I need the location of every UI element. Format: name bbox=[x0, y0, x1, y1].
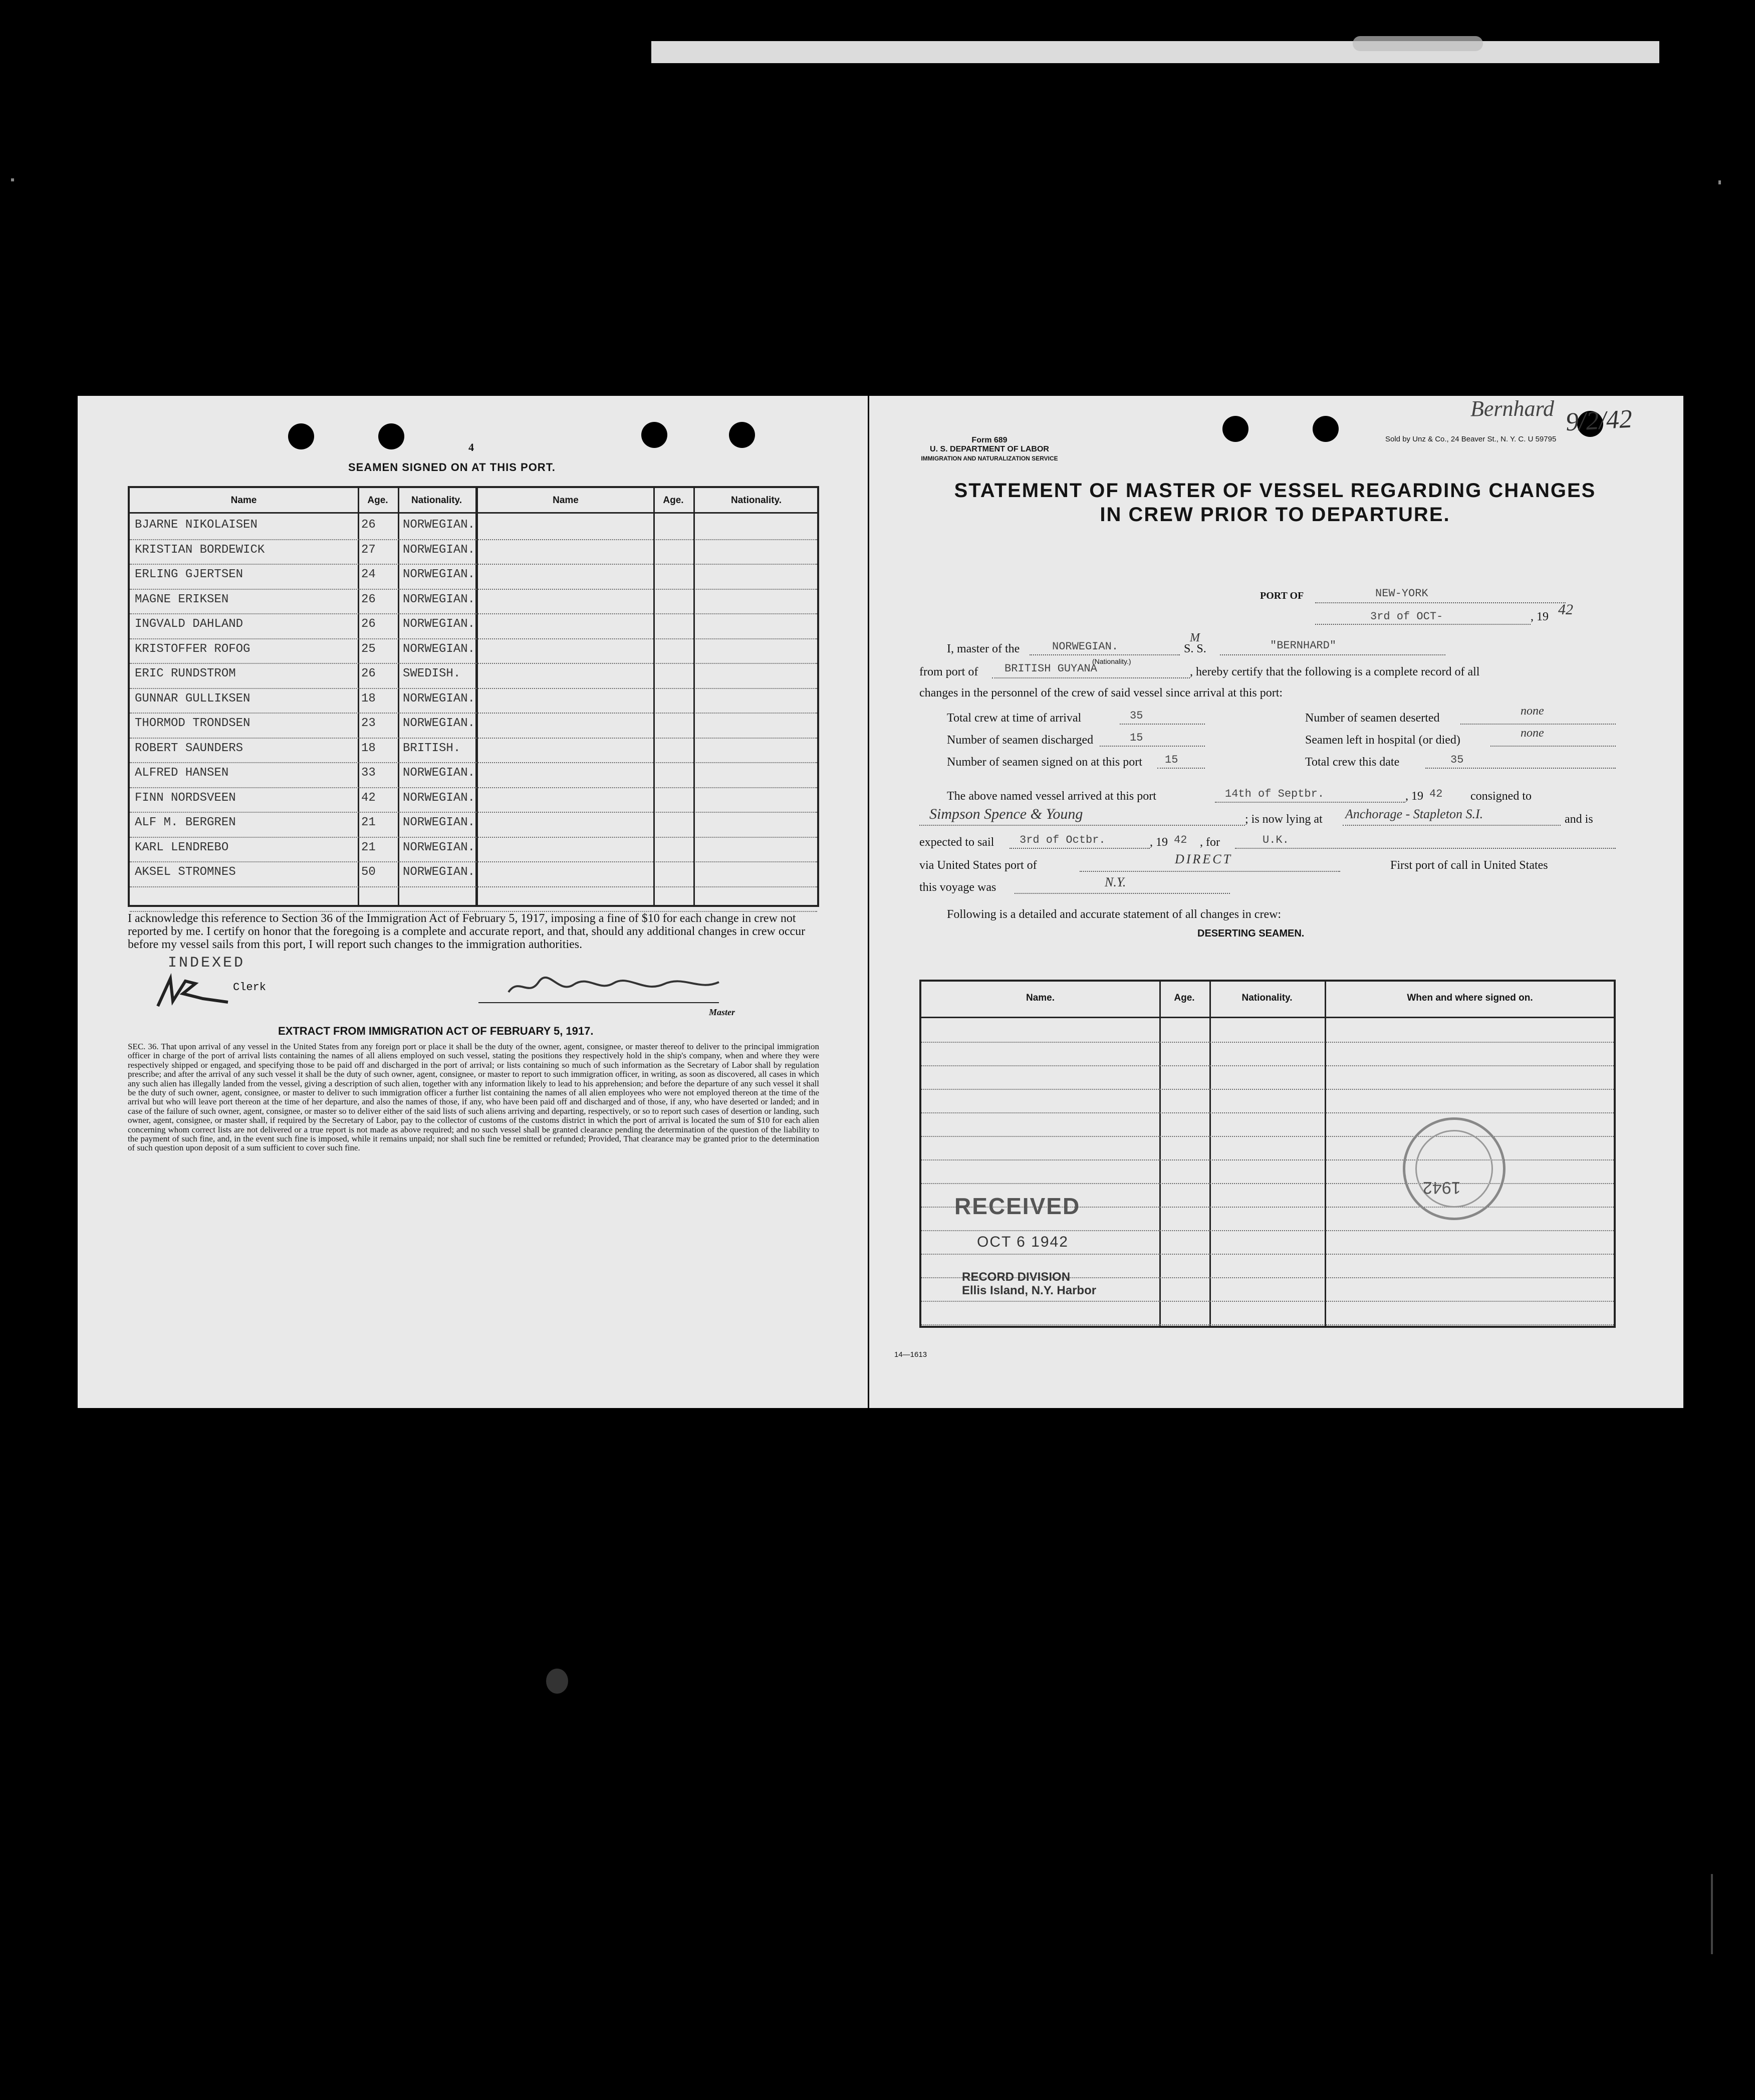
row-rule bbox=[921, 1136, 1614, 1137]
signed-on-table bbox=[128, 486, 819, 907]
and-is-text: and is bbox=[1565, 813, 1593, 826]
seaman-nationality: SWEDISH. bbox=[403, 667, 461, 680]
ship-type: S. S. bbox=[1184, 642, 1206, 655]
row-rule bbox=[921, 1159, 1614, 1161]
column-header-name: Name bbox=[553, 495, 579, 506]
seaman-age: 42 bbox=[361, 791, 376, 805]
total-crew-date-label: Total crew this date bbox=[1305, 756, 1400, 769]
clerk-label: Clerk bbox=[233, 981, 267, 994]
row-rule bbox=[130, 738, 817, 739]
from-port-label: from port of bbox=[919, 665, 978, 678]
port-of-label: PORT OF bbox=[1260, 590, 1304, 601]
report-date: 3rd of OCT- bbox=[1370, 610, 1443, 623]
title-line-2: IN CREW PRIOR TO DEPARTURE. bbox=[1100, 504, 1450, 526]
row-rule bbox=[921, 1089, 1614, 1090]
form-title bbox=[899, 479, 1651, 527]
total-crew-date-value: 35 bbox=[1450, 754, 1464, 766]
signed-on-title: SEAMEN SIGNED ON AT THIS PORT. bbox=[348, 461, 556, 474]
seaman-age: 24 bbox=[361, 568, 376, 581]
seaman-nationality: NORWEGIAN. bbox=[403, 568, 475, 581]
row-rule bbox=[921, 1230, 1614, 1232]
row-rule bbox=[130, 688, 817, 689]
total-crew-arrival-label: Total crew at time of arrival bbox=[947, 712, 1082, 725]
master-signature bbox=[504, 972, 724, 1002]
arrived-date: 14th of Septbr. bbox=[1225, 788, 1325, 800]
film-strip-smudge bbox=[1353, 36, 1483, 51]
column-header-signed-on: When and where signed on. bbox=[1407, 993, 1533, 1003]
clerk-initials bbox=[148, 971, 238, 1016]
seaman-age: 26 bbox=[361, 592, 376, 606]
column-header-age: Age. bbox=[663, 495, 684, 506]
signed-on-label: Number of seamen signed on at this port bbox=[947, 756, 1142, 769]
row-rule bbox=[130, 713, 817, 714]
row-rule bbox=[130, 787, 817, 789]
master-of-label: I, master of the bbox=[947, 642, 1020, 655]
seaman-nationality: NORWEGIAN. bbox=[403, 766, 475, 780]
film-speck bbox=[546, 1669, 568, 1694]
seaman-age: 25 bbox=[361, 642, 376, 656]
seaman-nationality: NORWEGIAN. bbox=[403, 816, 475, 829]
row-rule bbox=[921, 1324, 1614, 1326]
deserted-value: none bbox=[1521, 705, 1544, 718]
seaman-nationality: NORWEGIAN. bbox=[403, 543, 475, 557]
acknowledgement-text: I acknowledge this reference to Section 36 of the Immigration Act of February 5, 1917, imposing a fine of $10 for each change in crew not reported by me. I certify on honor that the foregoing is a complete and accurate report, and that, should any additional changes in crew occur before my vessel sails from this port, I will report such changes to the immigration authorities. bbox=[128, 912, 806, 951]
master-label: Master bbox=[709, 1007, 735, 1017]
seaman-name: FINN NORDSVEEN bbox=[135, 791, 236, 805]
column-header-nationality: Nationality. bbox=[411, 495, 462, 506]
row-rule bbox=[130, 861, 817, 863]
received-stamp: RECEIVED bbox=[954, 1193, 1081, 1219]
seal-year: 1942 bbox=[1423, 1178, 1461, 1197]
row-rule bbox=[921, 1301, 1614, 1302]
seaman-name: GUNNAR GULLIKSEN bbox=[135, 691, 250, 706]
seaman-age: 26 bbox=[361, 518, 376, 532]
seaman-nationality: NORWEGIAN. bbox=[403, 691, 475, 706]
hospital-label: Seamen left in hospital (or died) bbox=[1305, 734, 1460, 747]
received-stamp-date: OCT 6 1942 bbox=[977, 1234, 1069, 1250]
film-scratch bbox=[1711, 1874, 1713, 1954]
handwritten-date: 9/2/42 bbox=[1565, 404, 1633, 437]
seaman-age: 18 bbox=[361, 691, 376, 706]
seaman-name: ALFRED HANSEN bbox=[135, 766, 229, 780]
punch-hole bbox=[641, 422, 667, 448]
seaman-nationality: NORWEGIAN. bbox=[403, 717, 475, 730]
via-text: via United States port of bbox=[919, 859, 1037, 872]
handwritten-vessel-name: Bernhard bbox=[1470, 396, 1555, 421]
extract-title: EXTRACT FROM IMMIGRATION ACT OF FEBRUARY 5, 1917. bbox=[278, 1025, 594, 1037]
nationality-caption: (Nationality.) bbox=[1092, 657, 1131, 665]
column-header-nationality: Nationality. bbox=[731, 495, 782, 506]
seaman-name: MAGNE ERIKSEN bbox=[135, 592, 229, 606]
film-speck bbox=[11, 178, 14, 181]
service-line: IMMIGRATION AND NATURALIZATION SERVICE bbox=[921, 455, 1058, 462]
nationality-value: NORWEGIAN. bbox=[1052, 640, 1119, 653]
row-rule bbox=[130, 663, 817, 664]
film-speck bbox=[1718, 180, 1721, 184]
ship-type-handwritten: M bbox=[1190, 631, 1200, 644]
discharged-value: 15 bbox=[1130, 732, 1143, 744]
row-rule bbox=[921, 1042, 1614, 1043]
seaman-name: KRISTIAN BORDEWICK bbox=[135, 543, 265, 557]
seaman-nationality: BRITISH. bbox=[403, 741, 461, 755]
sail-year-prefix: , 19 bbox=[1150, 836, 1168, 849]
deserted-label: Number of seamen deserted bbox=[1305, 712, 1440, 725]
for-text: , for bbox=[1200, 836, 1220, 849]
extract-body: SEC. 36. That upon arrival of any vessel in the United States from any foreign port or place it shall be the duty of the owner, agent, consignee, or master thereof to deliver to the principal immigration officer in charge of the port of arrival lists containing the names of all aliens employed on such vessel, stating the positions they respectively hold in the ship's company, when and where they were respectively shipped or engaged, and specifying those to be paid off and discharged in the port of arrival; or lists containing so much of such information as the Secretary of Labor shall by regulation prescribe; and after the arrival of any such vessel it shall be the duty of such owner, agent, consignee, or master to report to such immigration officer, in writing, as soon as discovered, all cases in which any such alien has illegally landed from the vessel, giving a description of such alien, together with any information likely to lead to his apprehension; and before the departure of any such vessel it shall be the duty of such owner, agent, consignee, or master to deliver to such immigration officer a further list containing the names of all alien employees who were not employed thereon at the time of the arrival but who will leave port thereon at the time of her departure, and also the names of those, if any, who have been paid off and discharged and of those, if any, who have deserted or landed; and in case of the failure of such owner, agent, consignee, or master so to deliver either of the said lists of such aliens arriving and departing, respectively, or so to report such cases of desertion or landing, such owner, agent, consignee, or master shall, if required by the Secretary of Labor, pay to the collector of customs of the customs district in which the port of arrival is located the sum of $10 for each alien concerning whom correct lists are not delivered or a true report is not made as above required; and no such vessel shall be granted clearance pending the determination of the question of the liability to the payment of such fine, and, in the event such fine is imposed, while it remains unpaid; nor shall such fine be remitted or refunded; Provided, That clearance may be granted prior to the determination of such question upon deposit of a sum sufficient to cover such fine. bbox=[128, 1042, 819, 1153]
seaman-age: 26 bbox=[361, 667, 376, 680]
column-header-age: Age. bbox=[1174, 993, 1195, 1003]
lying-at: Anchorage - Stapleton S.I. bbox=[1345, 807, 1483, 821]
arrived-text: The above named vessel arrived at this port bbox=[947, 790, 1156, 803]
voyage-text: this voyage was bbox=[919, 881, 996, 894]
total-crew-arrival-value: 35 bbox=[1130, 710, 1143, 722]
film-strip-top bbox=[651, 41, 1659, 63]
seaman-nationality: NORWEGIAN. bbox=[403, 865, 475, 879]
seaman-age: 26 bbox=[361, 617, 376, 631]
port-of-value: NEW-YORK bbox=[1375, 587, 1428, 600]
row-rule bbox=[130, 837, 817, 838]
from-port-value: BRITISH GUYANA bbox=[1005, 662, 1097, 675]
seaman-age: 23 bbox=[361, 717, 376, 730]
following-text: Following is a detailed and accurate statement of all changes in crew: bbox=[947, 908, 1282, 921]
seaman-name: AKSEL STROMNES bbox=[135, 865, 236, 879]
record-division-stamp: RECORD DIVISION bbox=[962, 1270, 1071, 1284]
seaman-nationality: NORWEGIAN. bbox=[403, 592, 475, 606]
deserting-title: DESERTING SEAMEN. bbox=[1197, 928, 1305, 939]
lying-text: ; is now lying at bbox=[1245, 813, 1323, 826]
punch-hole bbox=[1222, 416, 1248, 442]
seaman-age: 18 bbox=[361, 741, 376, 755]
signed-on-value: 15 bbox=[1165, 754, 1178, 766]
seaman-name: ERLING GJERTSEN bbox=[135, 568, 243, 581]
row-rule bbox=[130, 564, 817, 565]
row-rule bbox=[130, 762, 817, 764]
arrived-year: 42 bbox=[1429, 788, 1443, 800]
seaman-nationality: NORWEGIAN. bbox=[403, 617, 475, 631]
title-line-1: STATEMENT OF MASTER OF VESSEL REGARDING CHANGES bbox=[954, 480, 1596, 502]
form-number: 14—1613 bbox=[894, 1350, 927, 1359]
column-header-nationality: Nationality. bbox=[1241, 993, 1293, 1003]
right-page bbox=[869, 396, 1683, 1408]
year-prefix: , 19 bbox=[1531, 610, 1549, 623]
vessel-name: "BERNHARD" bbox=[1270, 639, 1337, 652]
voyage-value: N.Y. bbox=[1105, 875, 1126, 889]
arrived-year-prefix: , 19 bbox=[1405, 790, 1423, 803]
seaman-name: KRISTOFFER ROFOG bbox=[135, 642, 250, 656]
form-header bbox=[904, 436, 1075, 463]
form-number-line: Form 689 bbox=[971, 436, 1008, 444]
punch-hole bbox=[288, 423, 314, 449]
seaman-age: 21 bbox=[361, 840, 376, 854]
via-value: DIRECT bbox=[1175, 852, 1232, 866]
changes-text: changes in the personnel of the crew of said vessel since arrival at this port: bbox=[919, 686, 1283, 699]
certify-text: , hereby certify that the following is a complete record of all bbox=[1190, 665, 1480, 678]
column-header-name: Name. bbox=[1026, 993, 1055, 1003]
row-rule bbox=[130, 589, 817, 590]
row-rule bbox=[130, 539, 817, 541]
signature-line bbox=[478, 1002, 719, 1003]
row-rule bbox=[921, 1112, 1614, 1114]
column-header-age: Age. bbox=[367, 495, 388, 506]
page-number: 4 bbox=[468, 441, 474, 453]
punch-hole bbox=[1313, 416, 1339, 442]
sail-year: 42 bbox=[1174, 834, 1187, 846]
row-rule bbox=[921, 1254, 1614, 1255]
column-header-name: Name bbox=[230, 495, 257, 506]
row-rule bbox=[921, 1065, 1614, 1067]
seaman-name: THORMOD TRONDSEN bbox=[135, 717, 250, 730]
seaman-age: 50 bbox=[361, 865, 376, 879]
indexed-stamp: INDEXED bbox=[168, 955, 245, 972]
row-rule bbox=[130, 613, 817, 615]
first-port-text: First port of call in United States bbox=[1390, 859, 1548, 872]
row-rule bbox=[130, 638, 817, 640]
seaman-age: 21 bbox=[361, 816, 376, 829]
seaman-name: KARL LENDREBO bbox=[135, 840, 229, 854]
seaman-name: ROBERT SAUNDERS bbox=[135, 741, 243, 755]
seaman-nationality: NORWEGIAN. bbox=[403, 840, 475, 854]
ellis-island-stamp: Ellis Island, N.Y. Harbor bbox=[962, 1284, 1097, 1297]
seaman-age: 27 bbox=[361, 543, 376, 557]
seaman-nationality: NORWEGIAN. bbox=[403, 518, 475, 532]
year-value: 42 bbox=[1558, 601, 1573, 618]
seaman-nationality: NORWEGIAN. bbox=[403, 791, 475, 805]
seaman-age: 33 bbox=[361, 766, 376, 780]
consigned-text: consigned to bbox=[1470, 790, 1532, 803]
row-rule bbox=[130, 886, 817, 888]
consignee: Simpson Spence & Young bbox=[929, 806, 1083, 822]
hospital-value: none bbox=[1521, 727, 1544, 740]
sail-date: 3rd of Octbr. bbox=[1020, 834, 1106, 846]
seaman-name: BJARNE NIKOLAISEN bbox=[135, 518, 258, 532]
row-rule bbox=[921, 1183, 1614, 1185]
seaman-nationality: NORWEGIAN. bbox=[403, 642, 475, 656]
seaman-name: INGVALD DAHLAND bbox=[135, 617, 243, 631]
punch-hole bbox=[378, 423, 404, 449]
row-rule bbox=[130, 812, 817, 813]
sold-by-text: Sold by Unz & Co., 24 Beaver St., N. Y. C. U 59795 bbox=[1385, 435, 1557, 443]
destination: U.K. bbox=[1263, 834, 1289, 846]
punch-hole bbox=[729, 422, 755, 448]
left-page bbox=[78, 396, 868, 1408]
seaman-name: ALF M. BERGREN bbox=[135, 816, 236, 829]
seaman-name: ERIC RUNDSTROM bbox=[135, 667, 236, 680]
department-line: U. S. DEPARTMENT OF LABOR bbox=[930, 445, 1049, 453]
expected-text: expected to sail bbox=[919, 836, 994, 849]
discharged-label: Number of seamen discharged bbox=[947, 734, 1094, 747]
